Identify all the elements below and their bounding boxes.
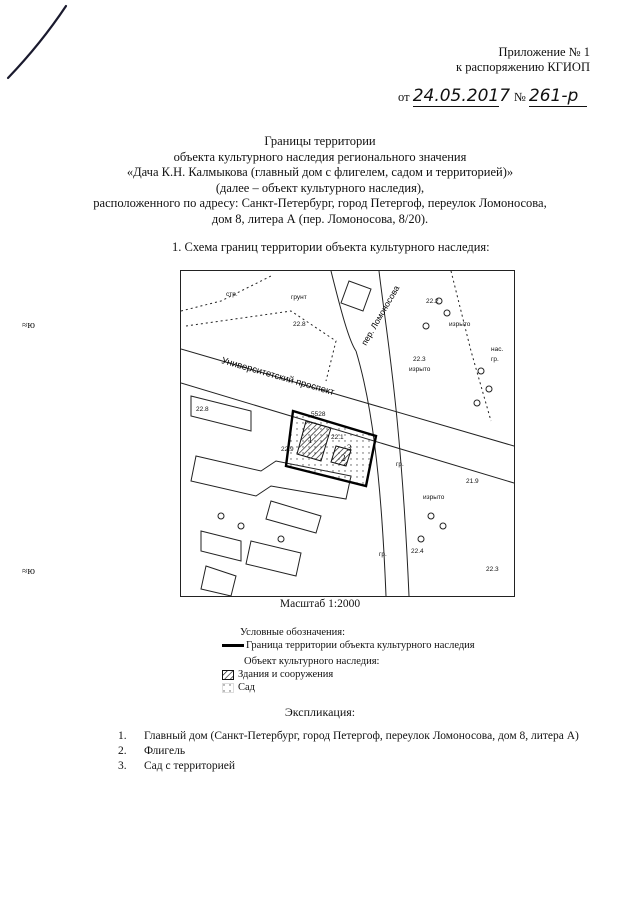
handwritten-date: 24.05.2017 <box>412 86 511 106</box>
boundary-map <box>180 270 515 597</box>
title-line: расположенного по адресу: Санкт-Петербург, город Петергоф, переулок Ломоносова, <box>93 196 547 210</box>
street-label-lane: пер. Ломоносова <box>359 283 402 347</box>
legend-buildings-label: Здания и сооружения <box>238 669 334 680</box>
legend-buildings-row <box>222 668 475 681</box>
object-number-3: 3 <box>347 443 352 453</box>
map-drawing <box>181 271 514 596</box>
map-label: 21.9 <box>466 478 479 485</box>
explication-title: Экспликация: <box>284 705 356 719</box>
map-label: изрыто <box>449 321 471 328</box>
map-label: изрыто <box>409 366 431 373</box>
handwritten-number: 261-р <box>529 86 587 107</box>
legend-boundary-row <box>222 639 475 652</box>
map-label: гр. <box>491 356 499 363</box>
boundary-line-swatch <box>222 644 244 647</box>
object-number-2: 2 <box>341 453 346 463</box>
date-prefix: от <box>398 90 410 104</box>
appendix-label: Приложение № 1 <box>498 45 590 59</box>
map-label: грунт <box>291 294 307 301</box>
map-label: 22.8 <box>293 321 306 328</box>
map-label: 22.1 <box>331 434 344 441</box>
title-line: объекта культурного наследия регионального значения <box>173 149 467 164</box>
title-line: дом 8, литера А (пер. Ломоносова, 8/20). <box>211 211 429 226</box>
map-label: 22.3 <box>486 566 499 573</box>
map-scale: Масштаб 1:2000 <box>279 598 361 610</box>
map-label: гр. <box>396 461 404 468</box>
map-label: 22.4 <box>411 548 424 555</box>
map-label: изрыто <box>423 494 445 501</box>
title-line: (далее – объект культурного наследия), <box>215 180 425 195</box>
legend-garden-row <box>222 681 475 694</box>
map-label: гр. <box>379 551 387 558</box>
map-label: 22.3 <box>413 356 426 363</box>
map-label: 22.2 <box>426 298 439 305</box>
map-label: 22.8 <box>196 406 209 413</box>
legend-boundary-label: Граница территории объекта культурного наследия <box>246 640 475 651</box>
list-item: 3. Сад с территорией <box>118 760 236 772</box>
legend <box>222 626 475 694</box>
handwritten-slash-mark <box>0 0 80 90</box>
appendix-header <box>456 45 590 75</box>
map-label: 22.9 <box>281 446 294 453</box>
legend-garden-label: Сад <box>238 682 256 693</box>
dots-swatch-icon <box>222 683 234 693</box>
map-label: стр. <box>226 291 238 298</box>
street-label-main: Университетский проспект <box>220 355 336 399</box>
explication-list <box>118 729 579 774</box>
hatch-swatch-icon <box>222 670 234 680</box>
map-label: нас. <box>491 346 504 353</box>
map-label: 5528 <box>311 411 326 418</box>
date-number-line <box>398 86 587 107</box>
margin-mark: ≈ю <box>22 320 35 331</box>
list-item: 1. Главный дом (Санкт-Петербург, город Петергоф, переулок Ломоносова, дом 8, литера А) <box>118 730 579 742</box>
title-line: Границы территории <box>264 134 376 148</box>
legend-title: Условные обозначения: <box>240 627 346 638</box>
legend-object-title: Объект культурного наследия: <box>244 656 380 667</box>
margin-mark: ≈ю <box>22 566 35 577</box>
object-number-1: 1 <box>308 435 313 445</box>
number-prefix: № <box>513 90 526 104</box>
section-heading: 1. Схема границ территории объекта культурного наследия: <box>172 240 490 254</box>
list-item: 2. Флигель <box>118 745 186 757</box>
document-title <box>0 134 640 227</box>
title-line: «Дача К.Н. Калмыкова (главный дом с флигелем, садом и территорией)» <box>126 165 514 179</box>
order-reference: к распоряжению КГИОП <box>456 60 590 74</box>
